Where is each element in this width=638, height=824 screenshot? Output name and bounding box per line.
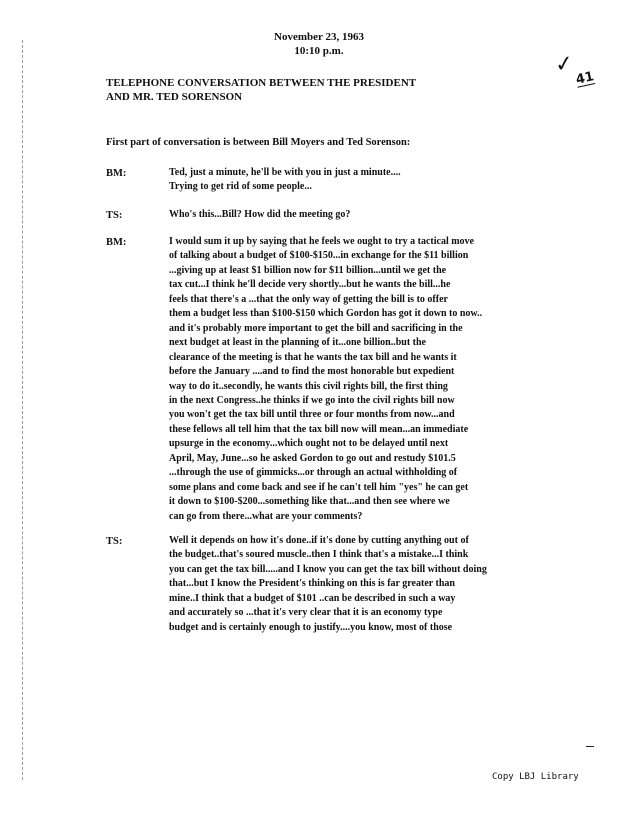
handwritten-check-mark: ✓: [553, 50, 576, 79]
intro-line: First part of conversation is between Bill Moyers and Ted Sorenson:: [106, 137, 411, 148]
speech-line: that...but I know the President's thinking on this is far greater than: [169, 578, 455, 590]
archive-footer: Copy LBJ Library: [492, 772, 579, 782]
handwritten-page-number: 41: [574, 69, 596, 88]
speech-line: you can get the tax bill.....and I know you can get the tax bill without doing: [169, 563, 487, 575]
speech-line: ...giving up at least $1 billion now for $11 billion...until we get the: [169, 264, 447, 276]
speech-text: [169, 208, 613, 222]
speech-line: some plans and come back and see if he can't tell him "yes" he can get: [169, 481, 469, 493]
speaker-label: BM:: [106, 237, 127, 248]
speech-text: [169, 235, 613, 524]
title-line-2: AND MR. TED SORENSON: [106, 91, 243, 103]
speech-line: you won't get the tax bill until three or four months from now...and: [169, 409, 455, 421]
speech-line: of talking about a budget of $100-$150...in exchange for the $11 billion: [169, 250, 469, 262]
speech-line: mine..I think that a budget of $101 ..can be described in such a way: [169, 592, 456, 604]
speech-line: Trying to get rid of some people...: [169, 181, 312, 193]
speech-line: April, May, June...so he asked Gordon to go out and restudy $101.5: [169, 452, 456, 464]
page-continuation-mark: [586, 746, 594, 747]
speech-line: next budget at least in the planning of it...one billion..but the: [169, 337, 426, 349]
header-date: November 23, 1963: [274, 31, 364, 43]
speech-line: and it's probably more important to get the bill and sacrificing in the: [169, 322, 463, 334]
speech-line: and accurately so ...that it's very clear that it is an economy type: [169, 607, 443, 619]
document-title: [106, 76, 546, 104]
speech-line: can go from there...what are your comments?: [169, 510, 363, 522]
speech-line: it down to $100-$200...something like that...and then see where we: [169, 496, 450, 508]
title-line-1: TELEPHONE CONVERSATION BETWEEN THE PRESIDENT: [106, 77, 417, 89]
speech-line: upsurge in the economy...which ought not to be delayed until next: [169, 438, 449, 450]
speaker-label: TS:: [106, 210, 123, 221]
speech-line: in the next Congress..he thinks if we go into the civil rights bill now: [169, 394, 455, 406]
speaker-label: TS:: [106, 536, 123, 547]
speech-line: I would sum it up by saying that he feels we ought to try a tactical move: [169, 236, 474, 247]
speech-line: Well it depends on how it's done..if it's done by cutting anything out of: [169, 535, 469, 546]
speech-line: way to do it..secondly, he wants this civil rights bill, the first thing: [169, 380, 448, 392]
speech-line: them a budget less than $100-$150 which Gordon has got it down to now..: [169, 308, 483, 320]
speech-line: clearance of the meeting is that he wants the tax bill and he wants it: [169, 351, 457, 363]
speaker-label: BM:: [106, 168, 127, 179]
speech-line: Who's this...Bill? How did the meeting go?: [169, 209, 351, 220]
speech-text: [169, 166, 613, 195]
speech-line: Ted, just a minute, he'll be with you in just a minute....: [169, 167, 401, 178]
header-time: 10:10 p.m.: [294, 45, 344, 57]
speech-line: tax cut...I think he'll decide very shortly...but he wants the bill...he: [169, 279, 451, 291]
speech-line: feels that there's a ...that the only way of getting the bill is to offer: [169, 293, 448, 305]
speech-line: before the January ....and to find the most honorable but expedient: [169, 366, 455, 378]
speech-line: ...through the use of gimmicks...or through an actual withholding of: [169, 467, 458, 479]
speech-line: the budget..that's soured muscle..then I think that's a mistake...I think: [169, 549, 469, 561]
speech-text: [169, 534, 613, 635]
speech-line: these fellows all tell him that the tax bill now will mean...an immediate: [169, 423, 469, 435]
speech-line: budget and is certainly enough to justify....you know, most of those: [169, 621, 453, 633]
left-margin-rule: [22, 40, 23, 780]
